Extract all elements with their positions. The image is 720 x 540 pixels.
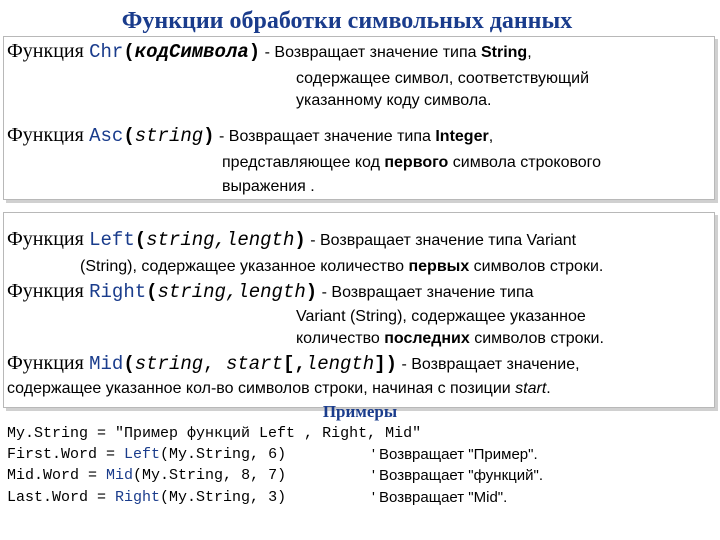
mid-line2-a: содержащее указанное кол-во символов строки, начиная с позиции [7,380,516,397]
right-desc-line3 [296,330,604,348]
mid-arg1: string [134,353,204,375]
left-line2-b: символов строки. [469,258,604,275]
left-line2-a: (String), содержащее указанное количество [80,258,409,275]
chr-signature [7,40,532,63]
right-line3-bold: последних [384,330,470,347]
example-row-2 [7,446,286,463]
mid-opt-open: [, [282,353,306,375]
right-desc-line2: Variant (String), содержащее указанное [296,308,586,325]
asc-desc-line3: выражения . [222,178,315,195]
page-title: Функции обработки символьных данных [121,8,573,34]
example-row-4 [7,489,286,506]
mid-open: ( [123,353,135,375]
right-open: ( [146,281,158,303]
chr-desc-end: , [527,44,532,61]
asc-desc: - Возвращает значение типа [214,128,436,145]
chr-prefix: Функция [7,40,84,62]
example-row-1 [7,425,421,442]
example-3-args: (My.String, 8, 7) [133,467,287,484]
example-2-args: (My.String, 6) [160,446,287,463]
chr-open: ( [123,41,135,63]
example-1-var: My.String = [7,425,116,442]
right-line3-a: количество [296,330,385,347]
mid-desc: - Возвращает значение, [397,356,580,373]
right-prefix: Функция [7,280,84,302]
mid-sep1: , [203,353,226,375]
example-1-args: "Пример функций Left , Right, Mid" [115,425,422,442]
right-arg: string,length [157,281,306,303]
left-signature [7,228,576,251]
chr-desc: - Возвращает значение типа [260,44,481,61]
left-desc: - Возвращает значение типа Variant [305,232,577,249]
left-close: ) [294,229,306,251]
right-close: ) [305,281,318,303]
right-signature [7,280,534,303]
chr-type: String [480,44,528,61]
example-2-fn: Left [124,446,161,463]
asc-prefix: Функция [7,124,84,146]
chr-name: Chr [89,41,124,63]
chr-close: ) [248,41,261,63]
right-desc: - Возвращает значение типа [317,284,534,301]
asc-open: ( [123,125,135,147]
right-name: Right [89,281,147,303]
example-4-var: Last.Word = [7,489,116,506]
example-row-3 [7,467,286,484]
mid-name: Mid [89,353,124,375]
left-desc-line2 [80,258,603,276]
asc-line2-bold: первого [384,154,449,171]
asc-type: Integer [435,128,489,145]
example-3-comment: ' Возвращает "функций". [372,467,543,484]
example-4-args: (My.String, 3) [160,489,287,506]
right-line3-b: символов строки. [469,330,604,347]
mid-opt-close: ]) [374,353,398,375]
asc-line2-a: представляющее код [222,154,385,171]
example-3-var: Mid.Word = [7,467,107,484]
example-4-comment: ' Возвращает "Mid". [372,489,508,506]
mid-line2-b: . [546,380,551,397]
chr-desc-line2: содержащее символ, соответствующий [296,70,590,87]
example-2-comment: ' Возвращает "Пример". [372,446,538,463]
example-3-fn: Mid [106,467,134,484]
examples-heading: Примеры [322,402,398,421]
asc-close: ) [203,125,215,147]
asc-desc-line2 [222,154,601,172]
mid-signature [7,352,580,375]
left-open: ( [134,229,147,251]
asc-desc-end: , [488,128,494,145]
mid-desc-line2 [7,380,551,398]
left-arg: string,length [146,229,295,251]
left-line2-bold: первых [408,258,470,275]
left-name: Left [89,229,135,251]
example-2-var: First.Word = [7,446,125,463]
chr-desc-line3: указанному коду символа. [296,92,492,109]
left-prefix: Функция [7,228,84,250]
mid-arg2: start [225,353,283,375]
chr-arg: кодСимвола [134,41,249,63]
mid-prefix: Функция [7,352,84,374]
example-4-fn: Right [115,489,161,506]
mid-line2-italic: start [515,380,547,397]
asc-line2-b: символа строкового [448,154,602,171]
asc-signature [7,124,493,147]
asc-name: Asc [89,125,124,147]
asc-arg: string [134,125,204,147]
mid-arg3: length [305,353,375,375]
